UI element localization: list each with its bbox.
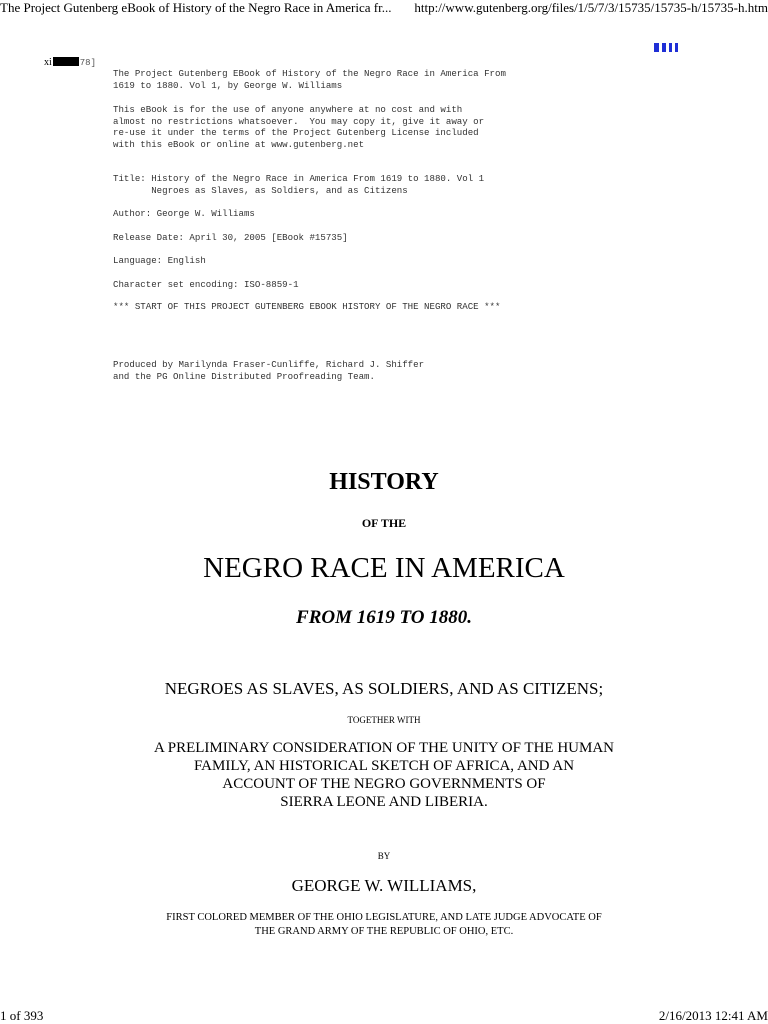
print-header-title: The Project Gutenberg eBook of History of the Negro Race in America fr...: [0, 0, 392, 15]
by-label: BY: [377, 851, 391, 861]
title-of-the: OF THE: [361, 516, 407, 530]
author-name: GEORGE W. WILLIAMS,: [291, 876, 477, 895]
preamble-license: This eBook is for the use of anyone anywhere at no cost and with almost no restrictions whatsoever. You may copy it, give it away or re-use it under the terms of the Project Gutenberg License included with this eBook or online at www.gutenberg.net: [113, 104, 485, 150]
subtitle: NEGROES AS SLAVES, AS SOLDIERS, AND AS CITIZENS;: [164, 679, 604, 698]
page-fragment-prefix: xi: [44, 57, 52, 68]
preamble-title: Title: History of the Negro Race in America From 1619 to 1880. Vol 1 Negroes as Slaves, as Soldiers, and as Citizens: [113, 173, 485, 196]
title-dates: FROM 1619 TO 1880.: [296, 607, 472, 628]
prelim-line: FAMILY, AN HISTORICAL SKETCH OF AFRICA, AND AN: [193, 758, 575, 774]
page-marker-icon: [654, 43, 678, 52]
credentials-line: THE GRAND ARMY OF THE REPUBLIC OF OHIO, ETC.: [254, 926, 514, 937]
author-credentials: [0, 911, 768, 939]
together-with: TOGETHER WITH: [347, 715, 421, 725]
credentials-line: FIRST COLORED MEMBER OF THE OHIO LEGISLATURE, AND LATE JUDGE ADVOCATE OF: [166, 912, 602, 923]
page-number-fragment: [44, 57, 96, 69]
preamble-start: *** START OF THIS PROJECT GUTENBERG EBOOK HISTORY OF THE NEGRO RACE ***: [113, 301, 501, 312]
preamble-intro: The Project Gutenberg EBook of History of the Negro Race in America From 1619 to 1880. Vol 1, by George W. Williams: [113, 68, 506, 91]
preamble-produced: Produced by Marilynda Fraser-Cunliffe, Richard J. Shiffer and the PG Online Distributed Proofreading Team.: [113, 359, 425, 382]
title-history: HISTORY: [329, 469, 439, 495]
print-footer-page: 1 of 393: [0, 1008, 44, 1023]
print-footer-datetime: 2/16/2013 12:41 AM: [658, 1008, 768, 1023]
prelim-line: ACCOUNT OF THE NEGRO GOVERNMENTS OF: [222, 776, 546, 792]
preliminary-description: [0, 739, 768, 811]
redaction-blot: [53, 57, 79, 66]
preamble-author: Author: George W. Williams: [113, 208, 255, 219]
preamble-language: Language: English: [113, 255, 206, 266]
print-header-url: http://www.gutenberg.org/files/1/5/7/3/15735/15735-h/15735-h.htm: [414, 0, 768, 15]
preamble-encoding: Character set encoding: ISO-8859-1: [113, 279, 299, 290]
page-fragment-suffix: 78]: [79, 58, 96, 68]
preamble-release: Release Date: April 30, 2005 [EBook #15735]: [113, 232, 348, 243]
prelim-line: A PRELIMINARY CONSIDERATION OF THE UNITY OF THE HUMAN: [153, 740, 614, 756]
main-title: NEGRO RACE IN AMERICA: [203, 552, 565, 584]
prelim-line: SIERRA LEONE AND LIBERIA.: [280, 794, 488, 810]
